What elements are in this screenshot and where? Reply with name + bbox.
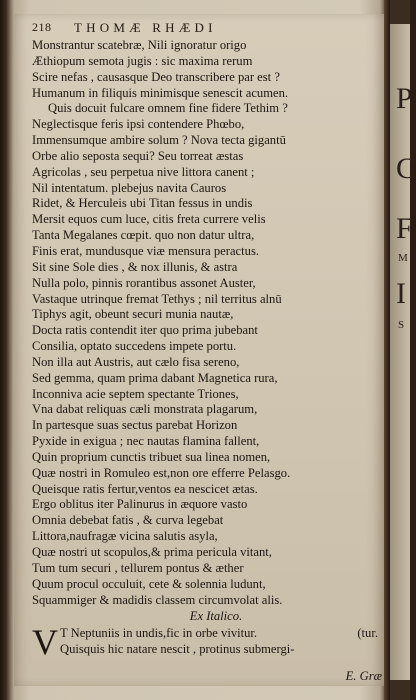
verse-line: Quum procul occuluit, cete & solennia ludunt, (32, 576, 266, 591)
facing-page-edge (390, 24, 416, 680)
verse-line: Inconniva acie septem spectante Triones, (32, 386, 239, 401)
facing-page-glyph: S (398, 319, 405, 331)
verse-line: Immensumque ambire solum ? Nova tecta gigantū (32, 133, 286, 148)
verse-line: Tum tum securi , tellurem pontus & æther (32, 560, 244, 575)
verse-line: Omnia debebat fatis , & curva legebat (32, 513, 224, 528)
verse-line: Non illa aut Austris, aut cælo fisa sereno, (32, 354, 240, 369)
closing-line-2: Quisquis hic natare nescit , protinus submergi- (60, 642, 295, 657)
verse-line: Docta ratis contendit iter quo prima jubebant (32, 323, 258, 338)
verse-line: Nulla polo, pinnis rorantibus assonet Auster, (32, 275, 256, 290)
verse-line: Ergo oblitus iter Palinurus in æquore vasto (32, 497, 248, 512)
verse-line: Pyxide in exigua ; nec nautas flamina fallent, (32, 434, 260, 449)
verse-text (32, 38, 380, 663)
drop-cap: V (32, 622, 58, 663)
verse-line: Quis docuit fulcare omnem fine fidere Tethim ? (48, 101, 288, 116)
page-header (32, 20, 377, 40)
verse-line: In partesque suas sectus parebat Horizon (32, 418, 238, 433)
verse-line: Tiphys agit, obeunt securi munia nautæ, (32, 307, 234, 322)
verse-line: Littora,naufragæ vicina salutis asyla, (32, 529, 218, 544)
verse-line: Monstrantur scatebræ, Nili ignoratur origo (32, 38, 247, 52)
verse-line: Sit sine Sole dies , & nox illunis, & astra (32, 259, 238, 274)
facing-page-glyph: C (396, 152, 416, 185)
verse-line: Orbe alio seposta sequi? Seu torreat æstas (32, 148, 244, 163)
page-number: 218 (32, 20, 52, 34)
section-caption: Ex Italico. (189, 609, 243, 624)
verse-line: Tanta Megalanes cœpit. quo non datur ultra, (32, 228, 255, 243)
facing-page-glyph: I (396, 277, 406, 310)
verse-line: Finis erat, mundusque viæ mensura peractus. (32, 243, 259, 258)
verse-line: Quin proprium cunctis tribuet sua linea nomen, (32, 449, 271, 464)
verse-line: Ridet, & Herculeis ubi Titan fessus in undis (32, 196, 253, 211)
verse-line: Mersit equos cum luce, citis freta currere velis (32, 212, 266, 227)
closing-verse (32, 622, 380, 663)
closing-line-1-tail: (tur. (357, 626, 378, 641)
verse-line: Æthiopum semota jugis : sic maxima rerum (32, 53, 253, 68)
catchword: E. Græ (345, 669, 382, 683)
facing-page-glyph: F (396, 212, 413, 245)
verse-line: Humanum in filiquis minimisque senescit acumen. (32, 85, 289, 100)
verse-line: Consilia, optato succedens impete portu. (32, 339, 237, 354)
verse-line: Quæ nostri in Romuleo est,non ore efferre Pelasgo. (32, 465, 291, 480)
verse-line: Vna dabat reliquas cæli monstrata plagarum, (32, 402, 258, 417)
facing-page-glyph: P (396, 82, 413, 115)
verse-line: Agricolas , seu perpetua nive littora canent ; (32, 164, 255, 179)
verse-line: Scire nefas , causasque Deo transcribere par est ? (32, 69, 280, 84)
verse-line: Quæ nostri ut scopulos,& prima pericula vitant, (32, 545, 272, 559)
facing-page-glyph: M (398, 252, 408, 264)
verse-line: Neglectisque feris ipsi contendere Phœbo, (32, 117, 245, 132)
running-title: THOMÆ RHÆDI (74, 20, 217, 35)
verse-line: Squammiger & madidis classem circumvolat alis. (32, 592, 283, 607)
closing-line-1: T Neptuniis in undis,fic in orbe vivitur. (60, 626, 258, 641)
verse-line: Vastaque utrinque fremat Tethys ; nil territus alnū (32, 291, 282, 306)
verse-line: Nil intentatum. plebejus navita Cauros (32, 180, 227, 195)
verse-line: Queisque ratis fertur,ventos ea nescicet ætas. (32, 481, 258, 496)
verse-line: Sed gemma, quam prima dabant Magnetica rura, (32, 370, 278, 385)
